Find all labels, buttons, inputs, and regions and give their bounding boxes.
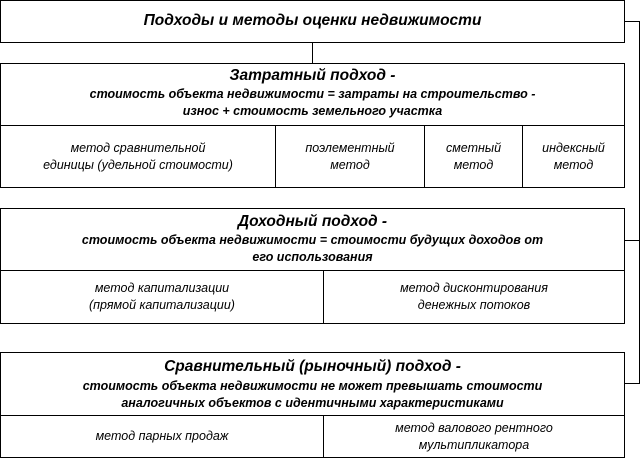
income-methods-row	[0, 270, 625, 324]
comparative-approach-formula-line1: стоимость объекта недвижимости не может превышать стоимости	[82, 379, 543, 393]
cost-approach-title: Затратный подход -	[229, 67, 396, 84]
comparative-method-grm: метод валового рентного мультипликатора	[395, 420, 553, 452]
root-title: Подходы и методы оценки недвижимости	[143, 12, 482, 29]
cost-approach-formula-line1: стоимость объекта недвижимости = затраты на строительство -	[89, 87, 536, 101]
connector-root-right	[624, 21, 639, 22]
income-approach-title: Доходный подход -	[237, 213, 388, 230]
comparative-approach-title: Сравнительный (рыночный) подход -	[164, 358, 461, 375]
root-box	[0, 0, 625, 43]
cost-approach-formula-line2: износ + стоимость земельного участка	[182, 104, 443, 118]
comparative-approach-header	[0, 352, 625, 416]
income-approach-header	[0, 208, 625, 271]
cost-method-index: индексный метод	[542, 140, 605, 172]
connector-to-comparative	[624, 383, 640, 384]
comparative-method-paired-sales: метод парных продаж	[95, 429, 229, 443]
income-approach-formula-line2: его использования	[252, 250, 373, 264]
income-approach-formula-line1: стоимость объекта недвижимости = стоимости будущих доходов от	[81, 233, 544, 247]
comparative-approach-formula-line2: аналогичных объектов с идентичными характеристиками	[121, 396, 504, 410]
connector-to-income	[624, 240, 639, 241]
cost-method-elemental: поэлементный метод	[305, 140, 395, 172]
income-method-discounting: метод дисконтирования денежных потоков	[400, 281, 548, 312]
cost-method-comparative-unit: метод сравнительной единицы (удельной стоимости)	[43, 140, 233, 172]
comparative-methods-row	[0, 415, 625, 458]
income-method-capitalization: метод капитализации (прямой капитализации)	[89, 281, 235, 312]
cost-approach-header	[0, 63, 625, 126]
connector-root-to-cost	[312, 42, 313, 64]
cost-methods-row	[0, 125, 625, 188]
cost-method-estimate: сметный метод	[445, 140, 502, 172]
